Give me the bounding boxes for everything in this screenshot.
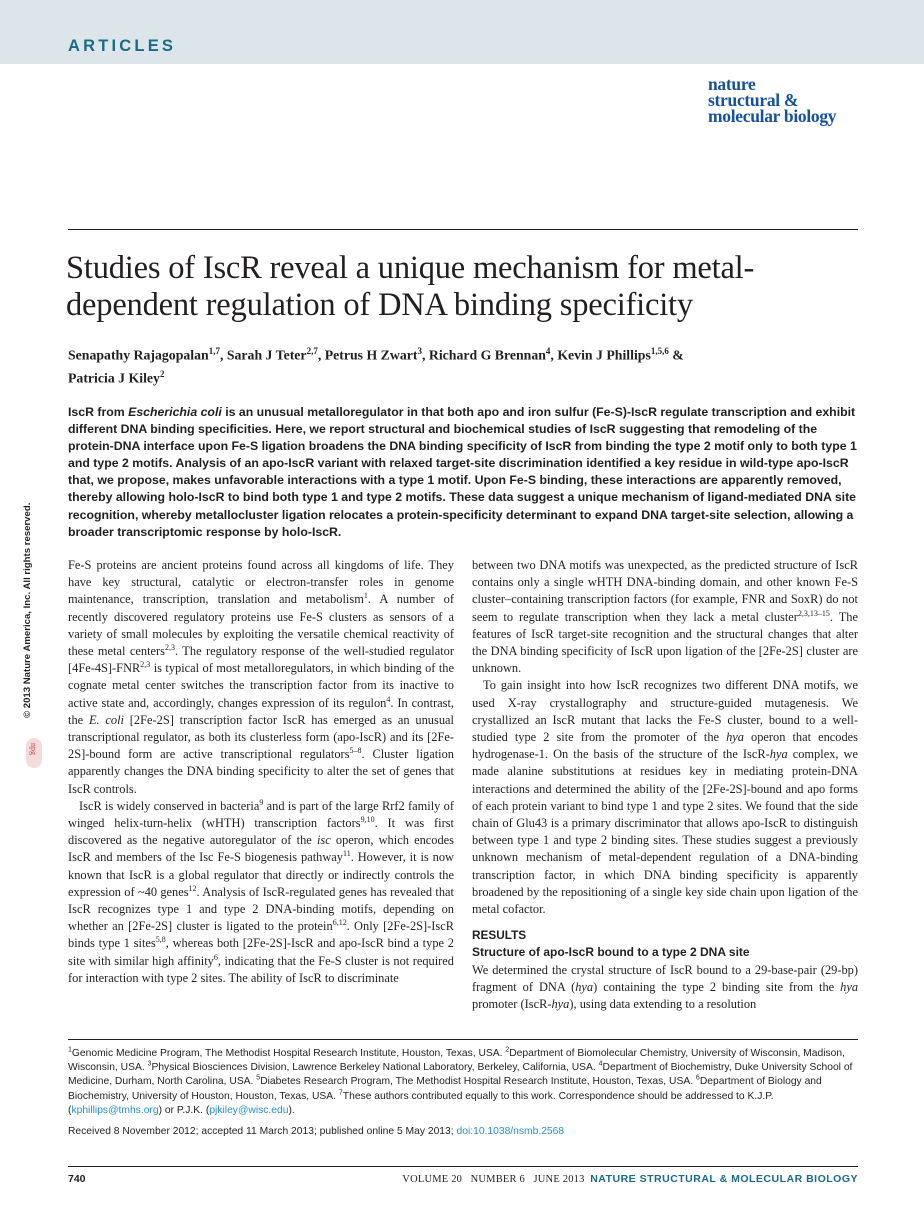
body-paragraph: IscR is widely conserved in bacteria$^9$ and is part of the large Rrf2 family of winged helix-turn-helix (wHTH) transcription factors$^{9,10}$. It was first discovered as the negative autoregulator of the isc operon, which encodes IscR and members of the Isc Fe-S biogenesis pathway$^{11}$. However, it is now known that IscR is a global regulator that directly or indirectly controls the expression of ~40 genes$^{12}$. Analysis of IscR-regulated genes has revealed that IscR recognizes type 1 and type 2 DNA-binding motifs, depending on whether an [2Fe-2S] cluster is ligated to the protein$^{6,12}$. Only [2Fe-2S]-IscR binds type 1 sites$^{5,8}$, whereas both [2Fe-2S]-IscR and apo-IscR bind a type 2 site with similar high affinity$^6$, indicating that the Fe-S cluster is not required for interaction with type 2 sites. The ability of IscR to discriminate: [68, 797, 454, 985]
title-line: Studies of IscR reveal a unique mechanism for metal-: [66, 250, 755, 286]
author-name: Senapathy Rajagopalan: [68, 347, 209, 363]
author-name: Petrus H Zwart: [324, 347, 418, 363]
body-paragraph: Fe-S proteins are ancient proteins found across all kingdoms of life. They have key structural, catalytic or electron-transfer roles in genome maintenance, transcription, translation and metabolism$^1$. A number of recently discovered regulatory proteins use Fe-S clusters as sensors of a variety of small molecules by exploiting the versatile chemical reactivity of these metal centers$^{2,3}$. The regulatory response of the well-studied regulator [4Fe-4S]-FNR$^{2,3}$ is typical of most metalloregulators, in which binding of the cognate metal center switches the transcription factor from its inactive to active state and, accordingly, changes expression of its regulon$^4$. In contrast, the E. coli [2Fe-2S] transcription factor IscR has emerged as an unusual transcriptional regulator, as both its clusterless form (apo-IscR) and its [2Fe-2S]-bound form are active transcriptional regulators$^{5-8}$. Cluster ligation apparently changes the DNA binding specificity to alter the set of genes that IscR controls.: [68, 558, 455, 796]
citation[interactable]: 6,12: [332, 918, 347, 928]
header-band: [0, 0, 924, 64]
logo-line: molecular biology: [708, 106, 837, 126]
footnote-rule: [68, 1039, 858, 1040]
author-affiliation: 3: [417, 346, 422, 356]
affiliations-footnote: $^1$Genomic Medicine Program, The Methodist Hospital Research Institute, Houston, Texas, USA. $^2$Department of Biomolecular Chemistry, University of Wisconsin, Madison, Wisconsin, USA. $^3$Physical Biosciences Division, Lawrence Berkeley National Laboratory, Berkeley, California, USA. $^4$Department of Biochemistry, Duke University School of Medicine, Durham, North Carolina, USA. $^5$Diabetes Research Program, The Methodist Hospital Research Institute, Houston, Texas, USA. $^6$Department of Biology and Biochemistry, University of Houston, Houston, Texas, USA. $^7$These authors contributed equally to this work. Correspondence should be addressed to K.J.P. (kphillips@tmhs.org) or P.J.K. (pjkiley@wisc.edu).: [68, 1046, 853, 1116]
species-name: Escherichia coli: [128, 405, 222, 419]
email-link[interactable]: pjkiley@wisc.edu: [209, 1104, 289, 1116]
citation[interactable]: 2,3: [164, 642, 175, 652]
logo-line: structural &: [708, 90, 799, 110]
author-affiliation: 4: [545, 346, 551, 356]
article-title: [66, 250, 866, 324]
email-link[interactable]: kphillips@tmhs.org: [71, 1104, 159, 1116]
footer-info: [402, 1173, 858, 1185]
citation[interactable]: 6: [213, 952, 218, 962]
body-column-right: [472, 557, 858, 1013]
citation[interactable]: 12: [188, 883, 197, 893]
author-name: Richard G Brennan: [428, 347, 546, 363]
citation[interactable]: 9: [259, 797, 264, 807]
section-heading: RESULTS: [472, 928, 527, 943]
footer-rule: [68, 1166, 858, 1167]
body-column-left: [68, 557, 454, 987]
title-line: dependent regulation of DNA binding specificity: [66, 287, 693, 323]
copyright-notice: © 2013 Nature America, Inc. All rights reserved.: [22, 502, 33, 718]
abstract: IscR from Escherichia coli is an unusual metalloregulator in that both apo and iron sulfur (Fe-S)-IscR regulate transcription and exhibit different DNA binding specificities. Here, we report structural and biochemical studies of IscR suggesting that remodeling of the protein-DNA interface upon Fe-S ligation broadens the DNA binding specificity of IscR from binding the type 2 motif only to both type 1 and type 2 motifs. Analysis of an apo-IscR variant with relaxed target-site discrimination identified a key residue in wild-type apo-IscR that, we propose, makes unfavorable interactions with a type 1 motif. Upon Fe-S binding, these interactions are apparently removed, thereby allowing holo-IscR to bind both type 1 and type 2 motifs. These data suggest a unique mechanism of ligand-mediated DNA site recognition, whereby metallocluster ligation relocates a protein-specificity determinant to expand DNA target-site selection, allowing a broader transcriptomic response by holo-IscR.: [68, 405, 857, 539]
npg-logo: npg: [26, 738, 42, 768]
logo-line: nature: [708, 74, 756, 94]
author-name: Patricia J Kiley: [68, 370, 160, 386]
section-label: ARTICLES: [68, 37, 177, 55]
author-affiliation: 1,5,6: [650, 346, 669, 356]
page-number: 740: [68, 1173, 86, 1185]
author-name: Sarah J Teter: [226, 347, 307, 363]
title-rule: [68, 229, 858, 230]
volume-info: VOLUME 20 NUMBER 6 JUNE 2013: [402, 1174, 585, 1185]
doi-link[interactable]: doi:10.1038/nsmb.2568: [456, 1126, 565, 1137]
body-paragraph: We determined the crystal structure of IscR bound to a 29-base-pair (29-bp) fragment of DNA (hya) containing the type 2 binding site from the hya promoter (IscR-hya), using data extending to a resolution: [472, 962, 859, 1012]
journal-logo[interactable]: [708, 76, 836, 124]
publication-dates: Received 8 November 2012; accepted 11 March 2013; published online 5 May 2013; doi:10.1038/nsmb.2568: [68, 1126, 565, 1137]
citation[interactable]: 5–8: [349, 746, 362, 756]
author-affiliation: 2: [159, 368, 165, 379]
body-paragraph: To gain insight into how IscR recognizes two different DNA motifs, we used X-ray crystallography and structure-guided mutagenesis. We crystallized an IscR mutant that lacks the Fe-S cluster, bound to a well-studied type 2 site from the promoter of the hya operon that encodes hydrogenase-1. On the basis of the structure of the IscR-hya complex, we made alanine substitutions at residues key in mediating protein-DNA interactions and determined the ability of the [2Fe-2S]-bound and apo forms of each protein variant to bind type 1 and type 2 sites. We found that the side chain of Glu43 is a primary discriminator that allows apo-IscR to distinguish between type 1 and type 2 binding sites. These studies suggest a previously unknown mechanism of metal-dependent regulation of a DNA-binding transcription factor, in which DNA binding specificity is apparently broadened by the repositioning of a single key side chain upon ligation of the metal cofactor.: [472, 678, 858, 917]
citation[interactable]: 4: [386, 694, 391, 704]
author-list: Senapathy Rajagopalan$^{1,7}$, Sarah J Teter$^{2,7}$, Petrus H Zwart$^3$, Richard G Brennan$^4$, Kevin J Phillips$^{1,5,6}$ & Patricia J Kiley$^2$: [68, 346, 684, 386]
author-affiliation: 2,7: [306, 346, 318, 356]
citation[interactable]: 11: [343, 849, 351, 859]
citation[interactable]: 5,8: [155, 935, 166, 945]
body-paragraph: between two DNA motifs was unexpected, as the predicted structure of IscR contains only a single wHTH DNA-binding domain, and other known Fe-S cluster–containing transcription factors (for example, FNR and SoxR) do not seem to regulate transcription when they lack a metal cluster$^{2,3,13-15}$. The features of IscR target-site recognition and the structural changes that alter the DNA binding specificity of IscR upon ligation of the [2Fe-2S] cluster are unknown.: [472, 558, 858, 676]
author-affiliation: 1,7: [208, 346, 220, 356]
citation[interactable]: 1: [363, 591, 368, 601]
author-name: Kevin J Phillips: [557, 347, 651, 363]
citation[interactable]: 9,10: [360, 814, 375, 824]
citation[interactable]: 2,3: [140, 660, 151, 670]
citation[interactable]: 2,3,13–15: [797, 608, 830, 618]
journal-name: NATURE STRUCTURAL & MOLECULAR BIOLOGY: [590, 1173, 858, 1185]
subsection-heading: Structure of apo-IscR bound to a type 2 DNA site: [472, 945, 750, 960]
